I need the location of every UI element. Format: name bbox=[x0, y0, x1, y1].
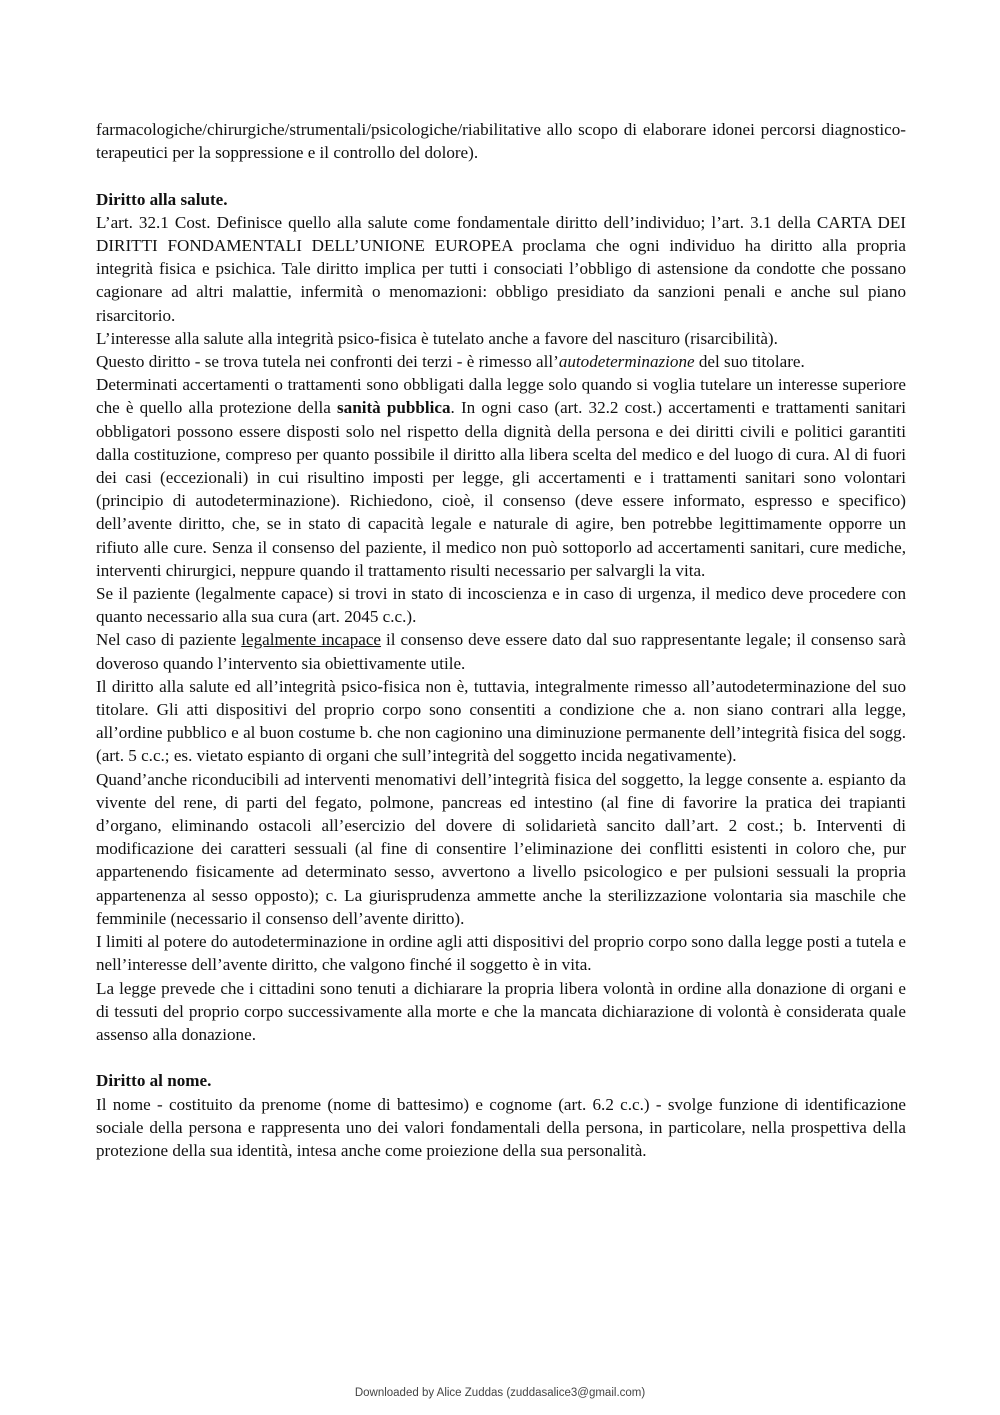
intro-paragraph: farmacologiche/chirurgiche/strumentali/psicologiche/riabilitative allo scopo di elaborare idonei percorsi diagnostico-terapeutici per la soppressione e il controllo del dolore). bbox=[96, 120, 906, 163]
paragraph-salute-9: I limiti al potere do autodeterminazione in ordine agli atti dispositivi del proprio corpo sono dalla legge posti a tutela e nell’interesse dell’avente diritto, che valgono finché il soggetto è in vita. bbox=[96, 932, 906, 975]
spacer bbox=[96, 1046, 906, 1069]
underlined-text: legalmente incapace bbox=[241, 630, 382, 650]
text-run: Determinati accertamenti o trattamenti sono obbligati dalla legge solo quando si voglia tutelare un interesse superiore che è quello alla protezione della bbox=[96, 375, 906, 418]
text-run: del suo titolare. bbox=[694, 352, 805, 372]
paragraph-salute-5: Se il paziente (legalmente capace) si trovi in stato di incoscienza e in caso di urgenza, il medico deve procedere con quanto necessario alla sua cura (art. 2045 c.c.). bbox=[96, 584, 906, 627]
paragraph-salute-4 bbox=[96, 373, 906, 582]
paragraph-salute-1: L’art. 32.1 Cost. Definisce quello alla salute come fondamentale diritto dell’individuo; l’art. 3.1 della CARTA DEI DIRITTI FONDAMENTALI DELL’UNIONE EUROPEA proclama che ogni individuo ha diritto alla propria integrità fisica e psichica. Tale diritto implica per tutti i consociati l’obbligo di astensione da condotte che possano cagionare ad altri malattie, infermità o menomazioni: obbligo presidiato da sanzioni penali e anche sul piano risarcitorio. bbox=[96, 212, 906, 325]
heading-diritto-salute: Diritto alla salute. bbox=[96, 189, 228, 209]
text-run: . In ogni caso (art. 32.2 cost.) accertamenti e trattamenti sanitari obbligatori possono essere disposti solo nel rispetto della dignità della persona e dei diritti civili e politici garantiti dalla costituzione, compreso per quanto possibile il diritto alla libera scelta del medico e del luogo di cura. Al di fuori dei casi (eccezionali) in cui risultino imposti per legge, gli accertamenti e i trattamenti sanitari sono volontari (principio di autodeterminazione). Richiedono, cioè, il consenso (deve essere informato, espresso e specifico) dell’avente diritto, che, se in stato di capacità legale e naturale di agire, ben potrebbe legittimamente opporre un rifiuto alle cure. Senza il consenso del paziente, il medico non può sottoporlo ad accertamenti sanitari, cure mediche, interventi chirurgici, neppure quando il trattamento risulti necessario per salvargli la vita. bbox=[96, 398, 906, 580]
text-run: Nel caso di paziente bbox=[96, 630, 242, 650]
paragraph-salute-8: Quand’anche riconducibili ad interventi menomativi dell’integrità fisica del soggetto, la legge consente a. espianto da vivente del rene, di parti del fegato, polmone, pancreas ed intestino (al fine di favorire la pratica dei trapianti d’organo, eliminando ostacoli all’esercizio del dovere di solidarietà sancito dall’art. 2 cost.; b. Interventi di modificazione dei caratteri sessuali (al fine di consentire l’eliminazione dei conflitti esistenti in coloro che, pur appartenendo fisicamente ad determinato sesso, avvertono a livello psicologico e per pulsioni sessuali la propria appartenenza al sesso opposto); c. La giurisprudenza ammette anche la sterilizzazione volontaria sia maschile che femminile (necessario il consenso dell’avente diritto). bbox=[96, 769, 906, 928]
emphasis-text: autodeterminazione bbox=[558, 352, 695, 372]
text-run: il consenso deve essere dato dal suo rappresentante legale; il consenso sarà doveroso quando l’intervento sia obiettivamente utile. bbox=[96, 630, 907, 673]
paragraph-salute-3 bbox=[96, 350, 906, 373]
heading-diritto-nome: Diritto al nome. bbox=[96, 1071, 212, 1091]
text-run: Questo diritto - se trova tutela nei confronti dei terzi - è rimesso all’ bbox=[96, 352, 559, 372]
document-page bbox=[96, 118, 906, 1162]
paragraph-salute-10: La legge prevede che i cittadini sono tenuti a dichiarare la propria libera volontà in ordine alla donazione di organi e di tessuti del proprio corpo successivamente alla morte e che la mancata dichiarazione di volontà è considerata quale assenso alla donazione. bbox=[96, 978, 906, 1044]
paragraph-salute-7: Il diritto alla salute ed all’integrità psico-fisica non è, tuttavia, integralmente rimesso all’autodeterminazione del suo titolare. Gli atti dispositivi del proprio corpo sono consentiti a condizione che a. non siano contrari alla legge, all’ordine pubblico e al buon costume b. che non cagionino una diminuzione permanente dell’integrità fisica del sogg. (art. 5 c.c.; es. vietato espianto di organi che sull’integrità del soggetto incida negativamente). bbox=[96, 676, 906, 766]
paragraph-nome-1: Il nome - costituito da prenome (nome di battesimo) e cognome (art. 6.2 c.c.) - svolge funzione di identificazione sociale della persona e rappresenta uno dei valori fondamentali della persona, in particolare, nella prospettiva della protezione della sua identità, intesa anche come proiezione della sua personalità. bbox=[96, 1094, 906, 1160]
paragraph-salute-2: L’interesse alla salute alla integrità psico-fisica è tutelato anche a favore del nascituro (risarcibilità). bbox=[96, 328, 778, 348]
download-footer: Downloaded by Alice Zuddas (zuddasalice3@gmail.com) bbox=[354, 1387, 646, 1399]
paragraph-salute-6 bbox=[96, 628, 906, 674]
bold-text: sanità pubblica bbox=[337, 398, 451, 418]
spacer bbox=[96, 164, 906, 187]
